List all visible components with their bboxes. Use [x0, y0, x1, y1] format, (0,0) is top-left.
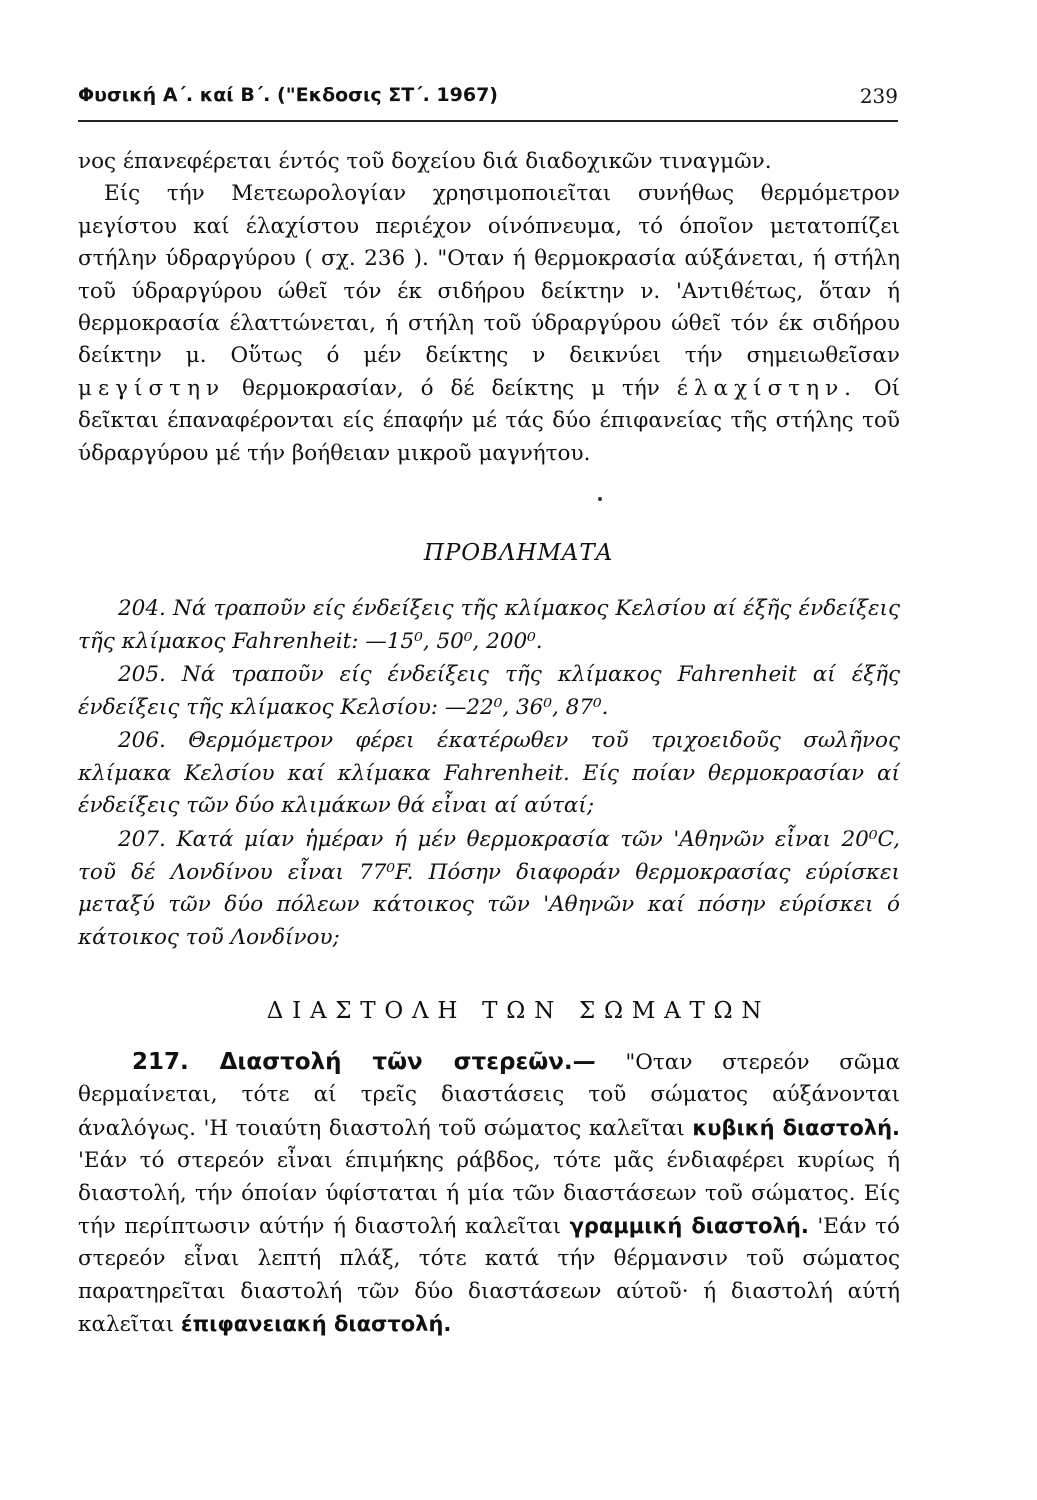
term-surface-expansion: έπιφανειακή διαστολή.	[180, 1312, 452, 1337]
max-word: μεγίστην	[78, 375, 226, 401]
section-heading: 217. Διαστολή τῶν στερεῶν.—	[132, 1049, 596, 1075]
section-text-2: 'Εάν τό στερεόν εἶναι έπιμήκης ράβδος, τότε μᾶς ένδιαφέρει κυρίως ή διαστολή, τήν όποίαν ύφίσταται ή μία τῶν διαστάσεων τοῦ σώματος. Είς τήν περίπτωσιν αύτήν ή διαστολή καλεῖται	[78, 1148, 900, 1240]
intro-paragraph	[78, 146, 900, 470]
term-linear-expansion: γραμμική διαστολή.	[569, 1214, 809, 1239]
intro-text-3: Οί δεῖκται έπαναφέρονται είς έπαφήν μέ τάς δύο έπιφανείας τῆς στήλης τοῦ ύδραργύρου μέ τήν βοήθειαν μικροῦ μαγνήτου.	[78, 375, 901, 466]
problems-title: ΠΡΟΒΛΗΜΑΤΑ	[423, 540, 614, 566]
page-header	[78, 84, 898, 122]
min-word: έλαχίστην.	[676, 375, 858, 401]
problem-item: 204. Νά τραποῦν είς ένδείξεις τῆς κλίμακος Κελσίου αί έξῆς ένδείξεις τῆς κλίμακος Fahrenheit: —15⁰, 50⁰, 200⁰.	[78, 596, 900, 654]
intro-text-2: θερμοκρασίαν, ό δέ δείκτης μ τήν	[241, 375, 660, 401]
section-text-1: "Οταν στερεόν σῶμα θερμαίνεται, τότε αί τρεῖς διαστάσεις τοῦ σώματος αύξάνονται άναλόγως. 'Η τοιαύτη διαστολή τοῦ σώματος καλεῖται	[78, 1050, 901, 1141]
running-title: Φυσική Α΄. καί Β΄. ("Εκδοσις ΣΤ΄. 1967)	[78, 84, 498, 106]
problem-item: 206. Θερμόμετρον φέρει έκατέρωθεν τοῦ τριχοειδοῦς σωλῆνος κλίμακα Κελσίου καί κλίμακα Fahrenheit. Είς ποίαν θερμοκρασίαν αί ένδείξεις τῶν δύο κλιμάκων θά εἶναι αί αύταί;	[78, 728, 900, 819]
intro-line-start: νος έπανεφέρεται έντός τοῦ δοχείου διά διαδοχικῶν τιναγμῶν.	[78, 149, 772, 174]
term-cubic-expansion: κυβική διαστολή.	[692, 1115, 901, 1140]
problem-item: 207. Κατά μίαν ἡμέραν ή μέν θερμοκρασία τῶν 'Αθηνῶν εἶναι 20⁰C, τοῦ δέ Λονδίνου εἶναι 77⁰F. Πόσην διαφοράν θερμοκρασίας εύρίσκει μεταξύ τῶν δύο πόλεων κάτοικος τῶν 'Αθηνῶν καί πόσην εύρίσκει ό κάτοικος τοῦ Λονδίνου;	[78, 827, 900, 950]
intro-text-1: Είς τήν Μετεωρολογίαν χρησιμοποιεῖται συνήθως θερμόμετρον μεγίστου καί έλαχίστου περιέχον οίνόπνευμα, τό όποῖον μετατοπίζει στήλην ύδραργύρου ( σχ. 236 ). "Οταν ή θερμοκρασία αύξάνεται, ή στήλη τοῦ ύδραργύρου ώθεῖ τόν έκ σιδήρου δείκτην ν. 'Αντιθέτως, ὅταν ή θερμοκρασία έλαττώνεται, ή στήλη τοῦ ύδραργύρου ώθεῖ τόν έκ σιδήρου δείκτην μ. Οὕτως ό μέν δείκτης ν δεικνύει τήν σημειωθεῖσαν	[78, 181, 900, 369]
section-text-3: 'Εάν τό στερεόν εἶναι λεπτή πλάξ, τότε κατά τήν θέρμανσιν τοῦ σώματος παρατηρεῖται διαστολή τῶν δύο διαστάσεων αύτοῦ· ή διαστολή αύτή καλεῖται	[78, 1214, 900, 1338]
decorative-dot	[598, 497, 602, 501]
page-number: 239	[859, 84, 898, 108]
chapter-title: ΔΙΑΣΤΟΛΗ ΤΩΝ ΣΩΜΑΤΩΝ	[266, 998, 771, 1024]
problem-item: 205. Νά τραποῦν είς ένδείξεις τῆς κλίμακος Fahrenheit αί έξῆς ένδείξεις τῆς κλίμακος Κελσίου: —22⁰, 36⁰, 87⁰.	[78, 662, 900, 720]
section-217-paragraph	[78, 1046, 900, 1342]
